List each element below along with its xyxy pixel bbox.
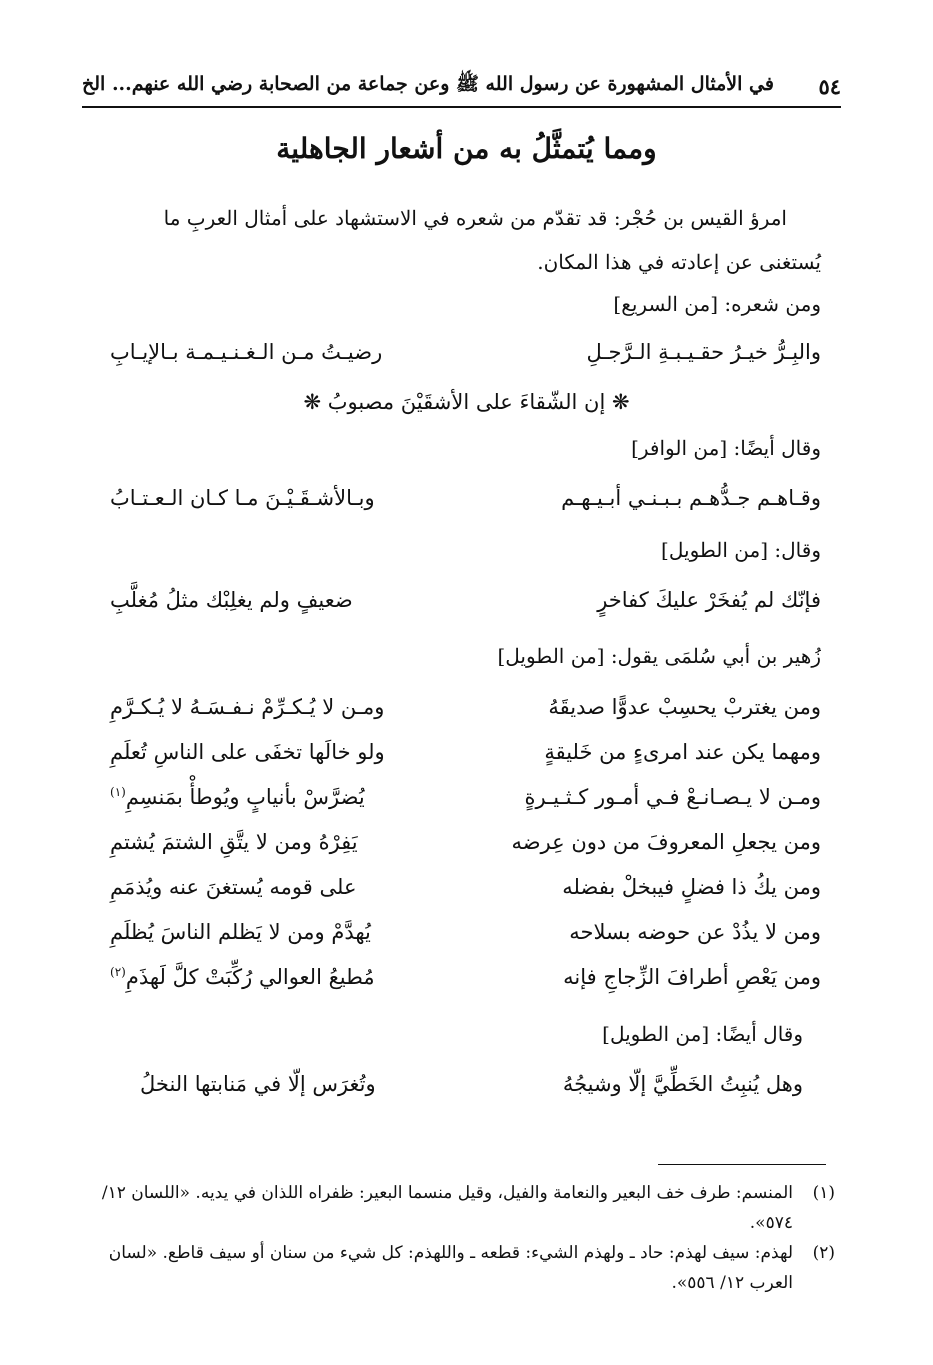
- footnote-divider: [658, 1164, 826, 1165]
- hemistich-first: ومن يجعلِ المعروفَ من دون عِرضه: [511, 830, 821, 854]
- page-header: [82, 66, 841, 108]
- hemistich-second: رضيـتُ مـن الـغـنـيـمـة بـالإيـابِ: [110, 340, 383, 364]
- hemistich-second: يَفِرْهُ ومن لا يتَّقِ الشتمَ يُشتمِ: [110, 830, 358, 854]
- hemistich-second: [110, 965, 375, 989]
- footnote-text: المنسم: طرف خف البعير والنعامة والفيل، وقيل منسما البعير: ظفراه اللذان في يديه. «اللسان ١٢/ ٥٧٤».: [101, 1183, 793, 1233]
- hemistich-first: ومن يَعْصِ أطرافَ الزِّجاجِ فإنه: [563, 965, 821, 989]
- hemistich-second: يُهدَّمْ ومن لا يَظلم الناسَ يُظلَمِ: [110, 920, 371, 944]
- hemistich-second: وتُغرَس إلّا في مَنابتها النخلُ: [140, 1072, 376, 1096]
- footnote-1: [100, 1178, 835, 1238]
- verse-line: [140, 1072, 803, 1108]
- hemistich-first: ومن لا يذُدْ عن حوضه بسلاحه: [569, 920, 821, 944]
- hemistich-first: فإنّك لم يُفخَرْ عليكَ كفاخرٍ: [597, 588, 821, 612]
- hemistich-first: والبِـرُّ خيـرُ حقـيـبـةِ الـرَّجـلِ: [586, 340, 821, 364]
- verse-line: [110, 965, 821, 1001]
- page-number: ٥٤: [818, 73, 841, 99]
- hemistich-first: ومن يكُ ذا فضلٍ فيبخلْ بفضله: [562, 875, 821, 899]
- footnote-2: [100, 1238, 835, 1298]
- verse-line: [110, 875, 821, 911]
- running-title: في الأمثال المشهورة عن رسول الله ﷺ وعن جماعة من الصحابة رضي الله عنهم... الخ: [82, 73, 774, 95]
- verse-line: [110, 588, 821, 624]
- intro-paragraph: [88, 196, 821, 284]
- footnote-number: (١): [812, 1183, 835, 1203]
- centered-verse: ❋ إن الشّقاءَ على الأشقَيْنَ مصبوبُ ❋: [303, 390, 630, 414]
- verse-label: ومن شعره: [من السريع]: [613, 292, 821, 316]
- hemistich-second: وبـالأشـقَـيْـنَ مـا كـان الـعـتـابُ: [110, 486, 375, 510]
- verse-label: وقال أيضًا: [من الوافر]: [631, 436, 821, 460]
- hemistich-text: يُضرَّسْ بأنيابٍ ويُوطأْ بمَنسِمِ: [125, 785, 365, 809]
- hemistich-first: ومهما يكن عند امرىءٍ من خَليقةٍ: [544, 740, 821, 764]
- verse-label: وقال: [من الطويل]: [661, 538, 821, 562]
- footnote-marker[interactable]: (١): [110, 785, 126, 799]
- hemistich-second: [110, 785, 365, 809]
- footnote-marker[interactable]: (٢): [110, 965, 126, 979]
- verse-label: زُهير بن أبي سُلمَى يقول: [من الطويل]: [497, 644, 821, 668]
- section-title: ومما يُتمثَّلُ به من أشعار الجاهلية: [276, 132, 657, 165]
- hemistich-first: وقـاهـم جـدُّهـم بـبـنـي أبـيـهـم: [561, 486, 821, 510]
- intro-line-1: امرؤ القيس بن حُجْر: قد تقدّم من شعره في الاستشهاد على أمثال العربِ ما: [163, 206, 787, 230]
- hemistich-second: على قومه يُستغنَ عنه ويُذمَمِ: [110, 875, 357, 899]
- hemistich-second: ولو خالَها تخفَى على الناسِ تُعلَمِ: [110, 740, 385, 764]
- hemistich-second: ضعيفٍ ولم يغلِبْك مثلُ مُغلَّبِ: [110, 588, 353, 612]
- verse-line: [110, 830, 821, 866]
- verse-label: وقال أيضًا: [من الطويل]: [602, 1022, 803, 1046]
- verse-line: [110, 486, 821, 522]
- footnote-number: (٢): [812, 1243, 835, 1263]
- intro-line-2: يُستغنى عن إعادته في هذا المكان.: [537, 250, 821, 274]
- hemistich-first: وهل يُنبِتُ الخَطِّيَّ إلّا وشيجُهُ: [562, 1072, 803, 1096]
- hemistich-text: مُطيعُ العوالي رُكِّبَتْ كلَّ لَهذَمِ: [125, 965, 375, 989]
- hemistich-first: ومـن لا يـصـانـعْ فـي أمـور كـثـيـرةٍ: [524, 785, 821, 809]
- verse-line: [110, 340, 821, 376]
- verse-line: [110, 785, 821, 821]
- footnote-text: لهذم: سيف لهذم: حاد ـ ولهذم الشيء: قطعه ـ واللهذم: كل شيء من سنان أو سيف قاطع. «لسان العرب ١٢/ ٥٥٦».: [108, 1243, 793, 1293]
- verse-line: [110, 920, 821, 956]
- verse-line: [110, 740, 821, 776]
- verse-line: [110, 695, 821, 731]
- hemistich-second: ومـن لا يُـكـرِّمْ نـفـسَـهُ لا يُـكـرَّمِ: [110, 695, 385, 719]
- hemistich-first: ومن يغتربْ يحسِبْ عدوًّا صديقَهُ: [548, 695, 821, 719]
